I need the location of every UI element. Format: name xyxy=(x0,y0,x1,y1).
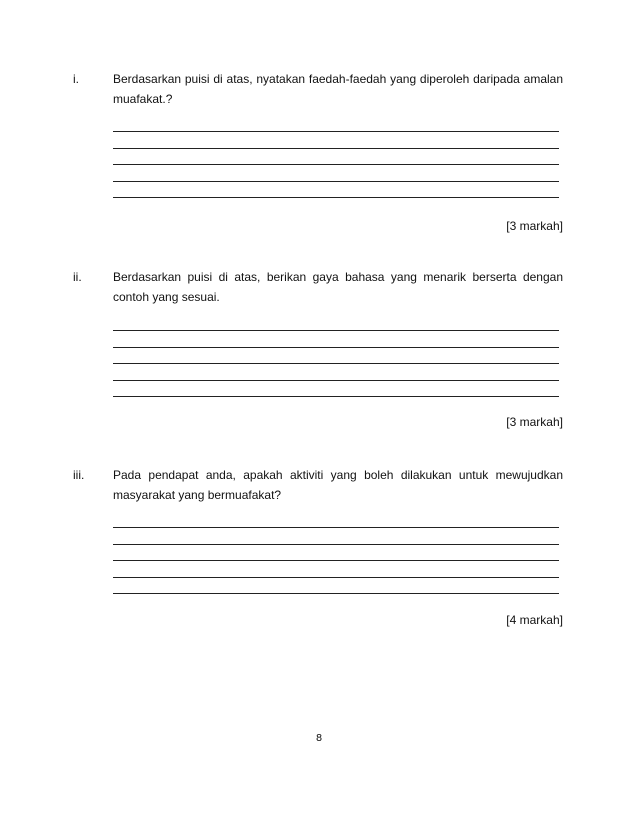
answer-line[interactable] xyxy=(113,527,559,528)
page-number: 8 xyxy=(315,733,323,744)
marks-label: [3 markah] xyxy=(506,219,563,233)
answer-line[interactable] xyxy=(113,577,559,578)
answer-line[interactable] xyxy=(113,363,559,364)
question-number: i. xyxy=(73,72,79,86)
answer-line[interactable] xyxy=(113,347,559,348)
question-text: Berdasarkan puisi di atas, berikan gaya bahasa yang menarik berserta dengan contoh yang sesuai. xyxy=(113,270,563,304)
marks-label: [4 markah] xyxy=(506,613,563,627)
answer-line[interactable] xyxy=(113,593,559,594)
answer-line[interactable] xyxy=(113,181,559,182)
answer-line[interactable] xyxy=(113,164,559,165)
answer-lines xyxy=(113,330,559,413)
answer-line[interactable] xyxy=(113,148,559,149)
answer-line[interactable] xyxy=(113,560,559,561)
question-number: ii. xyxy=(73,270,82,284)
answer-line[interactable] xyxy=(113,197,559,198)
answer-lines xyxy=(113,131,559,214)
answer-lines xyxy=(113,527,559,610)
question-text: Pada pendapat anda, apakah aktiviti yang boleh dilakukan untuk mewujudkan masyarakat yang bermuafakat? xyxy=(113,468,563,502)
answer-line[interactable] xyxy=(113,330,559,331)
answer-line[interactable] xyxy=(113,544,559,545)
answer-line[interactable] xyxy=(113,380,559,381)
question-number: iii. xyxy=(73,468,85,482)
answer-line[interactable] xyxy=(113,131,559,132)
answer-line[interactable] xyxy=(113,396,559,397)
question-text: Berdasarkan puisi di atas, nyatakan faedah-faedah yang diperoleh daripada amalan muafakat.? xyxy=(113,72,563,106)
marks-label: [3 markah] xyxy=(506,415,563,429)
